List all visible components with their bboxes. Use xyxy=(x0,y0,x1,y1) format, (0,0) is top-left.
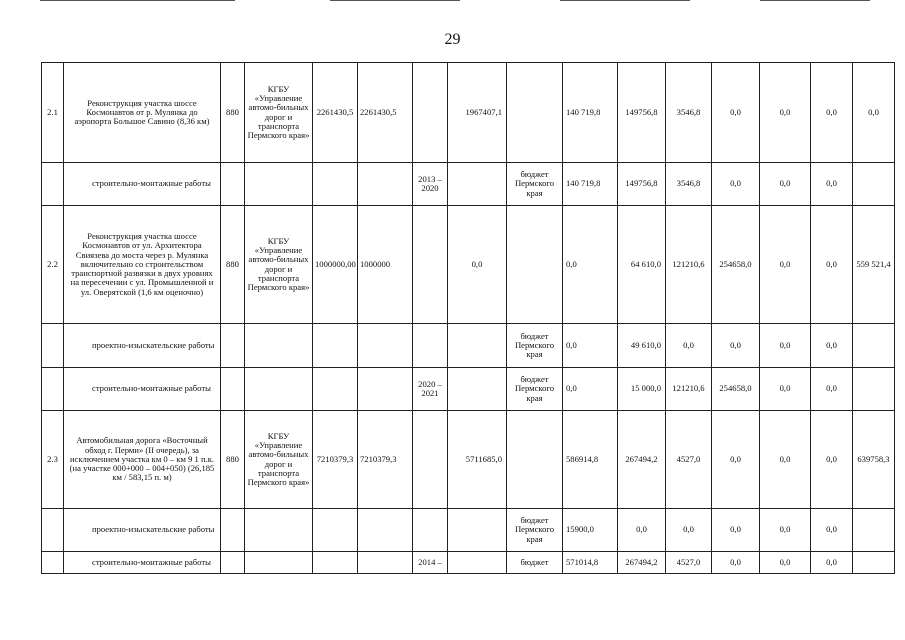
scan-edge-line xyxy=(40,0,235,1)
executor: КГБУ «Управление автомо-бильных дорог и транспорта Пермского края» xyxy=(245,63,313,163)
amount-4: 0,0 xyxy=(712,163,760,206)
completed-amount: 0,0 xyxy=(448,206,507,324)
amount-1: 140 719,8 xyxy=(563,163,618,206)
funding-source: бюджет Пермского края xyxy=(507,163,563,206)
amount-7 xyxy=(853,368,895,411)
amount-3: 121210,6 xyxy=(666,206,712,324)
amount-3: 3546,8 xyxy=(666,63,712,163)
row-number: 2.3 xyxy=(42,411,64,509)
period xyxy=(413,324,448,368)
funding-source: бюджет xyxy=(507,552,563,574)
total-cost: 1000000 xyxy=(358,206,413,324)
budget-code: 880 xyxy=(221,411,245,509)
row-number: 2.1 xyxy=(42,63,64,163)
period: 2020 – 2021 xyxy=(413,368,448,411)
amount-6: 0,0 xyxy=(811,368,853,411)
period xyxy=(413,63,448,163)
object-name: Реконструкция участка шоссе Космонавтов от ул. Архитектора Свиязева до моста через р. Мулянка включительно со строительством транспортной развязки в двух уровнях на пересечении с ул. Промышленной и ул. Оверятской (1,6 км оценочно) xyxy=(64,206,221,324)
amount-5: 0,0 xyxy=(760,163,811,206)
period xyxy=(413,509,448,552)
row-number: 2.2 xyxy=(42,206,64,324)
completed-amount: 1967407,1 xyxy=(448,63,507,163)
amount-7: 0,0 xyxy=(853,63,895,163)
amount-4: 0,0 xyxy=(712,411,760,509)
amount-2: 267494,2 xyxy=(618,411,666,509)
funding-source: бюджет Пермского края xyxy=(507,509,563,552)
estimated-cost: 1000000,00 xyxy=(313,206,358,324)
work-type: строительно-монтажные работы xyxy=(64,163,221,206)
amount-4: 254658,0 xyxy=(712,206,760,324)
amount-7 xyxy=(853,324,895,368)
amount-2: 149756,8 xyxy=(618,63,666,163)
completed-amount: 5711685,0 xyxy=(448,411,507,509)
amount-5: 0,0 xyxy=(760,206,811,324)
estimated-cost: 7210379,3 xyxy=(313,411,358,509)
amount-5: 0,0 xyxy=(760,411,811,509)
amount-4: 0,0 xyxy=(712,552,760,574)
amount-4: 0,0 xyxy=(712,509,760,552)
amount-6: 0,0 xyxy=(811,63,853,163)
amount-1: 0,0 xyxy=(563,206,618,324)
amount-2: 15 000,0 xyxy=(618,368,666,411)
funding-source xyxy=(507,411,563,509)
amount-2: 64 610,0 xyxy=(618,206,666,324)
amount-6: 0,0 xyxy=(811,206,853,324)
amount-1: 140 719,8 xyxy=(563,63,618,163)
amount-6: 0,0 xyxy=(811,163,853,206)
table-row xyxy=(42,324,895,368)
page-number: 29 xyxy=(444,31,461,48)
amount-3: 4527,0 xyxy=(666,552,712,574)
period xyxy=(413,206,448,324)
period xyxy=(413,411,448,509)
amount-7: 639758,3 xyxy=(853,411,895,509)
amount-2: 49 610,0 xyxy=(618,324,666,368)
funding-source: бюджет Пермского края xyxy=(507,368,563,411)
total-cost: 2261430,5 xyxy=(358,63,413,163)
amount-6: 0,0 xyxy=(811,509,853,552)
amount-6: 0,0 xyxy=(811,324,853,368)
amount-6: 0,0 xyxy=(811,411,853,509)
work-type: строительно-монтажные работы xyxy=(64,552,221,574)
amount-1: 0,0 xyxy=(563,324,618,368)
table-row xyxy=(42,206,895,324)
scan-edge-line xyxy=(330,0,460,1)
table-row xyxy=(42,368,895,411)
table-row xyxy=(42,163,895,206)
amount-2: 0,0 xyxy=(618,509,666,552)
budget-code: 880 xyxy=(221,206,245,324)
amount-7: 559 521,4 xyxy=(853,206,895,324)
amount-3: 3546,8 xyxy=(666,163,712,206)
work-type: проектно-изыскательские работы xyxy=(64,324,221,368)
amount-1: 571014,8 xyxy=(563,552,618,574)
amount-7 xyxy=(853,163,895,206)
amount-4: 254658,0 xyxy=(712,368,760,411)
funding-source xyxy=(507,63,563,163)
funding-source: бюджет Пермского края xyxy=(507,324,563,368)
budget-code: 880 xyxy=(221,63,245,163)
executor: КГБУ «Управление автомо-бильных дорог и транспорта Пермского края» xyxy=(245,411,313,509)
amount-5: 0,0 xyxy=(760,368,811,411)
scan-edge-line xyxy=(560,0,690,1)
amount-5: 0,0 xyxy=(760,63,811,163)
amount-1: 15900,0 xyxy=(563,509,618,552)
amount-5: 0,0 xyxy=(760,324,811,368)
amount-7 xyxy=(853,509,895,552)
amount-3: 0,0 xyxy=(666,509,712,552)
table-row xyxy=(42,411,895,509)
amount-3: 4527,0 xyxy=(666,411,712,509)
table-row xyxy=(42,63,895,163)
period: 2014 – xyxy=(413,552,448,574)
period: 2013 – 2020 xyxy=(413,163,448,206)
amount-7 xyxy=(853,552,895,574)
funding-source xyxy=(507,206,563,324)
work-type: проектно-изыскательские работы xyxy=(64,509,221,552)
amount-3: 121210,6 xyxy=(666,368,712,411)
table-row xyxy=(42,509,895,552)
program-table xyxy=(41,62,895,574)
executor: КГБУ «Управление автомо-бильных дорог и транспорта Пермского края» xyxy=(245,206,313,324)
scan-edge-line xyxy=(760,0,870,1)
amount-6: 0,0 xyxy=(811,552,853,574)
table-row xyxy=(42,552,895,574)
amount-3: 0,0 xyxy=(666,324,712,368)
amount-4: 0,0 xyxy=(712,324,760,368)
amount-1: 586914,8 xyxy=(563,411,618,509)
estimated-cost: 2261430,5 xyxy=(313,63,358,163)
work-type: строительно-монтажные работы xyxy=(64,368,221,411)
program-table-wrapper xyxy=(41,62,891,574)
amount-5: 0,0 xyxy=(760,552,811,574)
object-name: Реконструкция участка шоссе Космонавтов от р. Мулянка до аэропорта Большое Савино (8,36 км) xyxy=(64,63,221,163)
amount-2: 149756,8 xyxy=(618,163,666,206)
amount-2: 267494,2 xyxy=(618,552,666,574)
amount-4: 0,0 xyxy=(712,63,760,163)
total-cost: 7210379,3 xyxy=(358,411,413,509)
amount-5: 0,0 xyxy=(760,509,811,552)
object-name: Автомобильная дорога «Восточный обход г. Перми» (II очередь), за исключением участка км 0 – км 9 1 п.к. (на участке 000+000 – 004+050) (26,185 км / 583,15 п. м) xyxy=(64,411,221,509)
amount-1: 0,0 xyxy=(563,368,618,411)
